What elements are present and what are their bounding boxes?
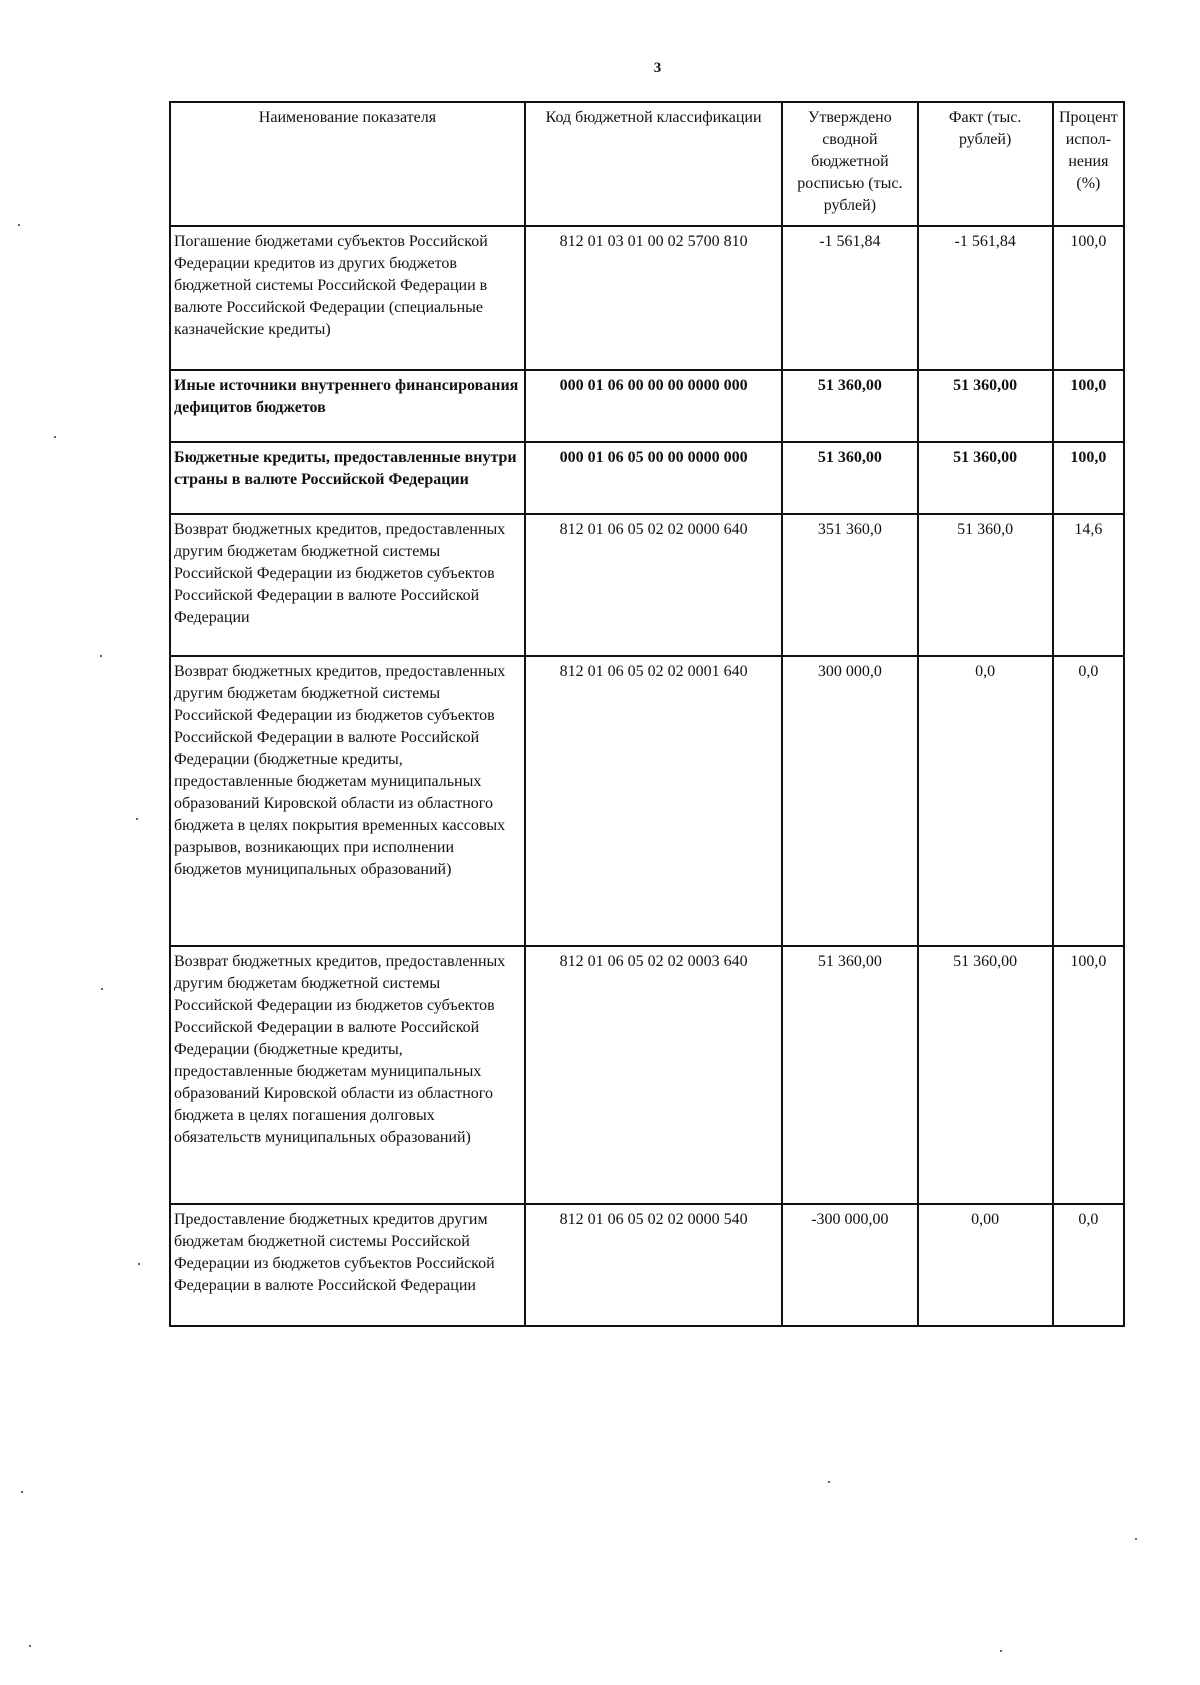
cell-fact: 0,00 bbox=[918, 1204, 1053, 1326]
scan-speck bbox=[100, 655, 102, 657]
cell-code: 000 01 06 05 00 00 0000 000 bbox=[525, 442, 782, 514]
header-execution-percent: Процент испол-нения (%) bbox=[1053, 102, 1124, 226]
scan-speck bbox=[29, 1645, 31, 1647]
table-header-row bbox=[170, 102, 1124, 226]
cell-percent: 14,6 bbox=[1053, 514, 1124, 656]
cell-fact: 0,0 bbox=[918, 656, 1053, 946]
cell-code: 812 01 06 05 02 02 0003 640 bbox=[525, 946, 782, 1204]
scan-speck bbox=[138, 1263, 140, 1265]
scan-speck bbox=[18, 224, 20, 226]
cell-percent: 100,0 bbox=[1053, 442, 1124, 514]
cell-approved: -300 000,00 bbox=[782, 1204, 917, 1326]
cell-approved: 51 360,00 bbox=[782, 370, 917, 442]
table-row bbox=[170, 226, 1124, 370]
table-row bbox=[170, 370, 1124, 442]
cell-name: Предоставление бюджетных кредитов другим бюджетам бюджетной системы Российской Федерации из бюджетов субъектов Российской Федерации в валюте Российской Федерации bbox=[170, 1204, 525, 1326]
cell-name: Возврат бюджетных кредитов, предоставленных другим бюджетам бюджетной системы Российской Федерации из бюджетов субъектов Российской Федерации в валюте Российской Федерации (бюджетные кредиты, предоставленные бюджетам муниципальных образований Кировской области из областного бюджета в целях покрытия временных кассовых разрывов, возникающих при исполнении бюджетов муниципальных образований) bbox=[170, 656, 525, 946]
scan-speck bbox=[21, 1491, 23, 1493]
scan-speck bbox=[136, 818, 138, 820]
cell-fact: -1 561,84 bbox=[918, 226, 1053, 370]
cell-percent: 0,0 bbox=[1053, 1204, 1124, 1326]
scan-speck bbox=[101, 988, 103, 990]
cell-name: Возврат бюджетных кредитов, предоставленных другим бюджетам бюджетной системы Российской Федерации из бюджетов субъектов Российской Федерации в валюте Российской Федерации bbox=[170, 514, 525, 656]
cell-fact: 51 360,0 bbox=[918, 514, 1053, 656]
budget-execution-table bbox=[169, 101, 1125, 1327]
header-approved-amount: Утверждено сводной бюджетной росписью (тыс. рублей) bbox=[782, 102, 917, 226]
cell-percent: 0,0 bbox=[1053, 656, 1124, 946]
cell-code: 812 01 03 01 00 02 5700 810 bbox=[525, 226, 782, 370]
table-row bbox=[170, 946, 1124, 1204]
table-row bbox=[170, 514, 1124, 656]
scan-speck bbox=[828, 1481, 830, 1483]
cell-name: Бюджетные кредиты, предоставленные внутри страны в валюте Российской Федерации bbox=[170, 442, 525, 514]
cell-code: 812 01 06 05 02 02 0000 540 bbox=[525, 1204, 782, 1326]
cell-code: 812 01 06 05 02 02 0000 640 bbox=[525, 514, 782, 656]
scan-speck bbox=[54, 436, 56, 438]
cell-approved: 51 360,00 bbox=[782, 442, 917, 514]
cell-name: Погашение бюджетами субъектов Российской Федерации кредитов из других бюджетов бюджетной системы Российской Федерации в валюте Российской Федерации (специальные казначейские кредиты) bbox=[170, 226, 525, 370]
scan-speck bbox=[1135, 1538, 1137, 1540]
cell-approved: 351 360,0 bbox=[782, 514, 917, 656]
cell-approved: 300 000,0 bbox=[782, 656, 917, 946]
cell-fact: 51 360,00 bbox=[918, 370, 1053, 442]
cell-percent: 100,0 bbox=[1053, 226, 1124, 370]
cell-fact: 51 360,00 bbox=[918, 442, 1053, 514]
cell-percent: 100,0 bbox=[1053, 370, 1124, 442]
cell-percent: 100,0 bbox=[1053, 946, 1124, 1204]
cell-code: 812 01 06 05 02 02 0001 640 bbox=[525, 656, 782, 946]
page-number: 3 bbox=[653, 60, 662, 76]
cell-approved: -1 561,84 bbox=[782, 226, 917, 370]
table-row bbox=[170, 656, 1124, 946]
scan-speck bbox=[1000, 1650, 1002, 1652]
cell-code: 000 01 06 00 00 00 0000 000 bbox=[525, 370, 782, 442]
header-classification-code: Код бюджетной классификации bbox=[525, 102, 782, 226]
table-row bbox=[170, 442, 1124, 514]
cell-fact: 51 360,00 bbox=[918, 946, 1053, 1204]
header-indicator-name: Наименование показателя bbox=[170, 102, 525, 226]
cell-approved: 51 360,00 bbox=[782, 946, 917, 1204]
cell-name: Иные источники внутреннего финансирования дефицитов бюджетов bbox=[170, 370, 525, 442]
cell-name: Возврат бюджетных кредитов, предоставленных другим бюджетам бюджетной системы Российской Федерации из бюджетов субъектов Российской Федерации в валюте Российской Федерации (бюджетные кредиты, предоставленные бюджетам муниципальных образований Кировской области из областного бюджета в целях погашения долговых обязательств муниципальных образований) bbox=[170, 946, 525, 1204]
table-row bbox=[170, 1204, 1124, 1326]
header-fact-amount: Факт (тыс. рублей) bbox=[918, 102, 1053, 226]
